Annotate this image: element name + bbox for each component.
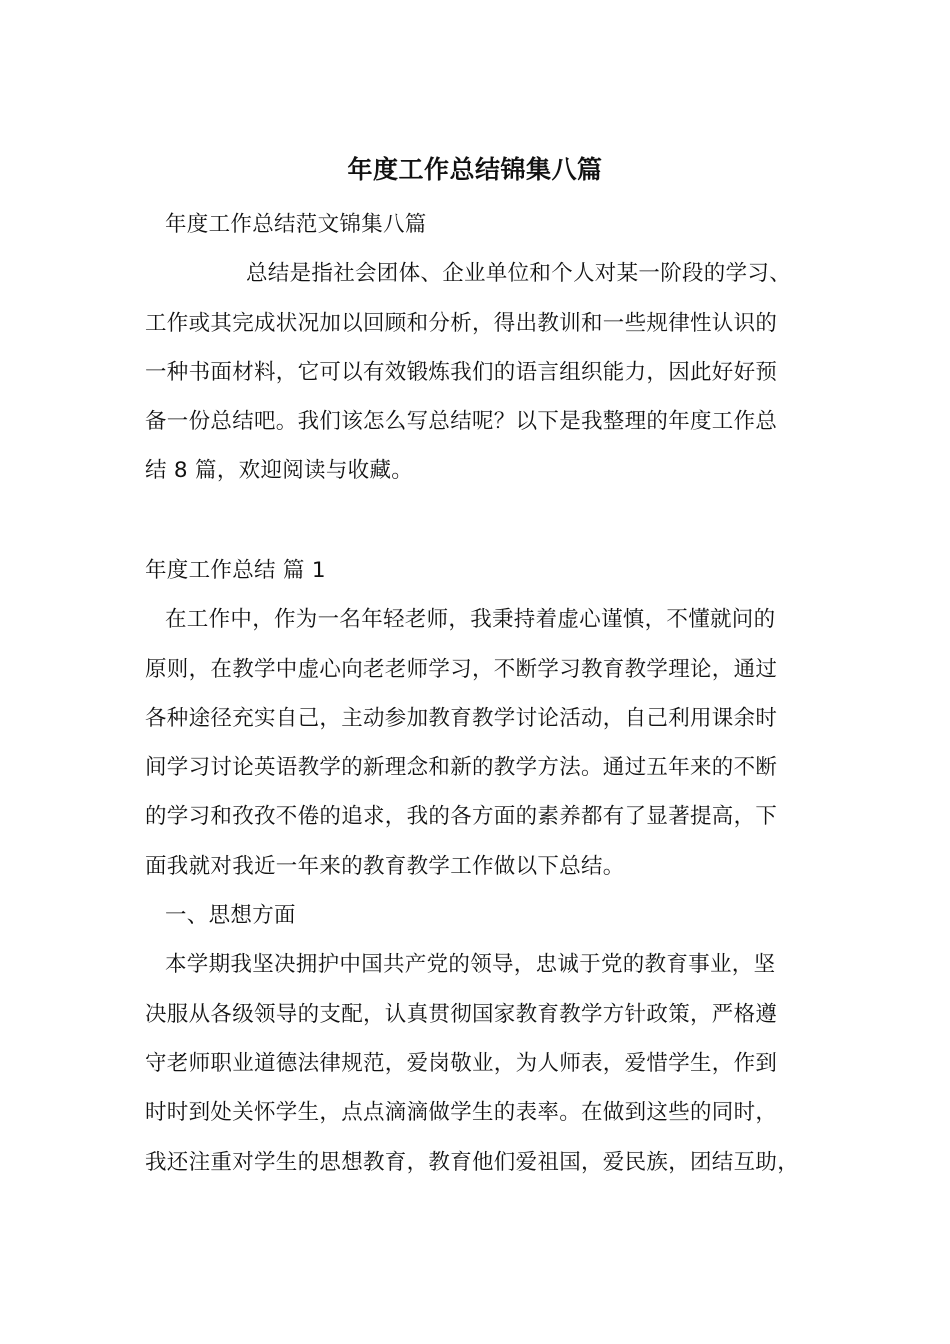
- paragraph-line: 面我就对我近一年来的教育教学工作做以下总结。: [145, 854, 625, 879]
- paragraph-line: 本学期我坚决拥护中国共产党的领导，忠诚于党的教育事业，坚: [165, 952, 776, 977]
- intro-line: 工作或其完成状况加以回顾和分析，得出教训和一些规律性认识的: [145, 311, 778, 336]
- paragraph-line: 原则，在教学中虚心向老老师学习，不断学习教育教学理论，通过: [145, 657, 778, 682]
- paragraph-line: 各种途径充实自己，主动参加教育教学讨论活动，自己利用课余时: [145, 706, 778, 731]
- subheading: 一、思想方面: [165, 903, 296, 928]
- intro-line: 结 8 篇，欢迎阅读与收藏。: [145, 458, 414, 483]
- paragraph-line: 在工作中，作为一名年轻老师，我秉持着虚心谨慎，不懂就问的: [165, 607, 776, 632]
- document-subtitle: 年度工作总结范文锦集八篇: [165, 212, 427, 237]
- paragraph-line: 我还注重对学生的思想教育，教育他们爱祖国，爱民族，团结互助，: [145, 1150, 800, 1175]
- paragraph-line: 守老师职业道德法律规范，爱岗敬业，为人师表，爱惜学生，作到: [145, 1051, 778, 1076]
- paragraph-line: 时时到处关怀学生，点点滴滴做学生的表率。在做到这些的同时，: [145, 1100, 778, 1125]
- paragraph-line: 的学习和孜孜不倦的追求，我的各方面的素养都有了显著提高，下: [145, 804, 778, 829]
- intro-line: 总结是指社会团体、企业单位和个人对某一阶段的学习、: [246, 261, 792, 286]
- paragraph-line: 决服从各级领导的支配，认真贯彻国家教育教学方针政策，严格遵: [145, 1002, 778, 1027]
- intro-line: 备一份总结吧。我们该怎么写总结呢？以下是我整理的年度工作总: [145, 409, 778, 434]
- paragraph-line: 间学习讨论英语教学的新理念和新的教学方法。通过五年来的不断: [145, 755, 778, 780]
- document-title: 年度工作总结锦集八篇: [347, 155, 603, 184]
- intro-line: 一种书面材料，它可以有效锻炼我们的语言组织能力，因此好好预: [145, 360, 778, 385]
- section-heading: 年度工作总结 篇 1: [145, 558, 326, 583]
